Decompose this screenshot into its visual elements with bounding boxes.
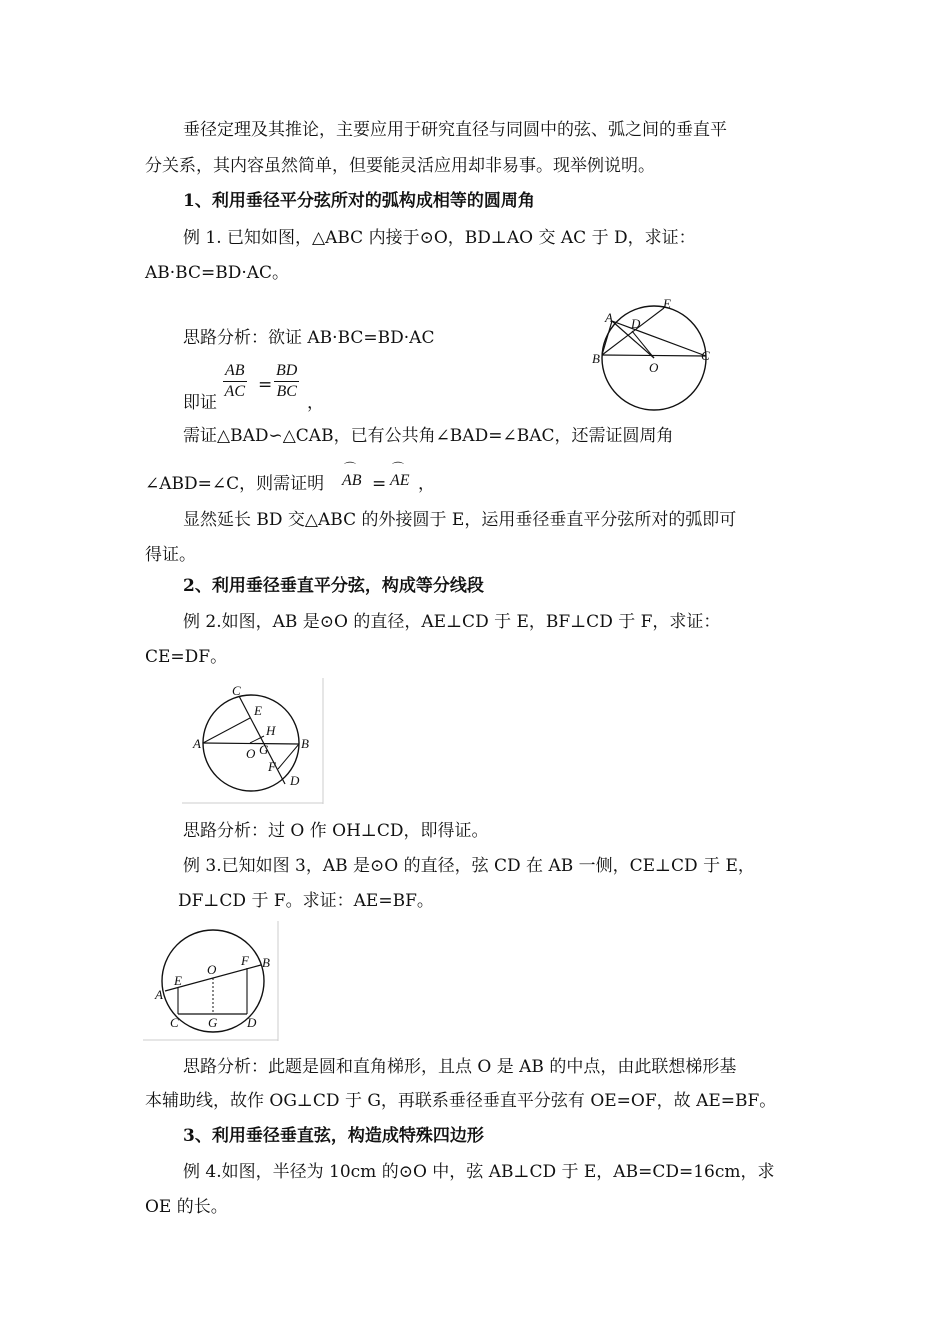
example-2-line-1: 例 2.如图，AB 是⊙O 的直径，AE⊥CD 于 E，BF⊥CD 于 F，求证： (183, 612, 721, 632)
label-o: O (246, 746, 256, 761)
fraction-denominator: BC (276, 383, 297, 400)
figure-2 (182, 678, 324, 804)
label-f: F (268, 759, 276, 774)
label-b: B (262, 955, 270, 970)
need-prove-line: 需证△BAD∽△CAB，已有公共角∠BAD=∠BAC，还需证圆周角 (183, 426, 674, 446)
example-1-line-2: AB·BC=BD·AC。 (145, 263, 290, 283)
example-3-line-2: DF⊥CD 于 F。求证：AE=BF。 (178, 891, 434, 911)
example-3-line-1: 例 3.已知如图 3，AB 是⊙O 的直径，弦 CD 在 AB 一侧，CE⊥CD 于 E， (183, 856, 755, 876)
section-1-heading: 1、利用垂径平分弦所对的弧构成相等的圆周角 (183, 191, 535, 211)
label-c: C (232, 683, 241, 698)
label-o: O (207, 962, 217, 977)
label-h: H (266, 723, 276, 738)
intro-line-2: 分关系，其内容虽然简单，但要能灵活应用却非易事。现举例说明。 (145, 156, 655, 176)
segment-bc (602, 355, 706, 356)
segment-ba (602, 321, 612, 355)
label-c: C (170, 1015, 179, 1030)
fraction-ab-ac (223, 361, 247, 402)
diameter-ab (203, 743, 299, 744)
label-b: B (301, 736, 309, 751)
equals-sign: = (258, 375, 273, 395)
segment-bf (278, 744, 299, 769)
label-g: G (259, 742, 269, 757)
label-d: D (290, 773, 300, 788)
example-2-line-2: CE=DF。 (145, 647, 228, 667)
label-a: A (193, 736, 201, 751)
segment-ac (612, 321, 706, 356)
label-d: D (247, 1015, 257, 1030)
fraction-denominator: AC (224, 383, 245, 400)
label-f: F (241, 953, 249, 968)
trailing-comma: ， (307, 393, 324, 413)
analysis-3-line-1: 思路分析：此题是圆和直角梯形，且点 O 是 AB 的中点，由此联想梯形基 (183, 1057, 737, 1077)
example-4-line-1: 例 4.如图，半径为 10cm 的⊙O 中，弦 AB⊥CD 于 E，AB=CD=16cm，求 (183, 1162, 775, 1182)
label-d: D (631, 316, 641, 331)
section-2-heading: 2、利用垂径垂直平分弦，构成等分线段 (183, 576, 484, 596)
example-1-line-1: 例 1. 已知如图，△ABC 内接于⊙O，BD⊥AO 交 AC 于 D，求证： (183, 228, 696, 248)
segment-ae (203, 718, 250, 743)
analysis-1-line-1: 思路分析：欲证 AB·BC=BD·AC (183, 328, 435, 348)
analysis-3-line-2: 本辅助线，故作 OG⊥CD 于 G，再联系垂径垂直平分弦有 OE=OF，故 AE=BF。 (145, 1091, 777, 1111)
final-line-2: 得证。 (145, 545, 196, 565)
arc-equals: = (372, 474, 387, 494)
fraction-bd-bc (274, 361, 299, 402)
figure-3 (143, 921, 279, 1041)
angle-line: ∠ABD=∠C，则需证明 (145, 474, 325, 494)
label-e: E (663, 296, 671, 311)
prove-prefix: 即证 (183, 393, 217, 413)
label-e: E (174, 973, 182, 988)
fraction-numerator: BD (274, 361, 299, 382)
label-e: E (254, 703, 262, 718)
label-a: A (155, 987, 163, 1002)
section-3-heading: 3、利用垂径垂直弦，构造成特殊四边形 (183, 1126, 484, 1146)
example-4-line-2: OE 的长。 (145, 1197, 228, 1217)
chord-cd (239, 696, 285, 784)
fraction-numerator: AB (223, 361, 247, 382)
intro-line-1: 垂径定理及其推论，主要应用于研究直径与同圆中的弦、弧之间的垂直平 (183, 120, 727, 140)
label-b: B (592, 351, 600, 366)
label-g: G (208, 1015, 218, 1030)
arc-ab: ⌒ AB (342, 472, 362, 490)
final-line-1: 显然延长 BD 交△ABC 的外接圆于 E，运用垂径垂直平分弦所对的弧即可 (183, 510, 737, 530)
analysis-2: 思路分析：过 O 作 OH⊥CD，即得证。 (183, 821, 489, 841)
label-a: A (605, 310, 613, 325)
arc-ae: ⌒ AE (390, 472, 410, 490)
label-o: O (649, 360, 659, 375)
arc-comma: ， (418, 474, 435, 494)
label-c: C (701, 348, 710, 363)
figure-1 (588, 295, 728, 413)
